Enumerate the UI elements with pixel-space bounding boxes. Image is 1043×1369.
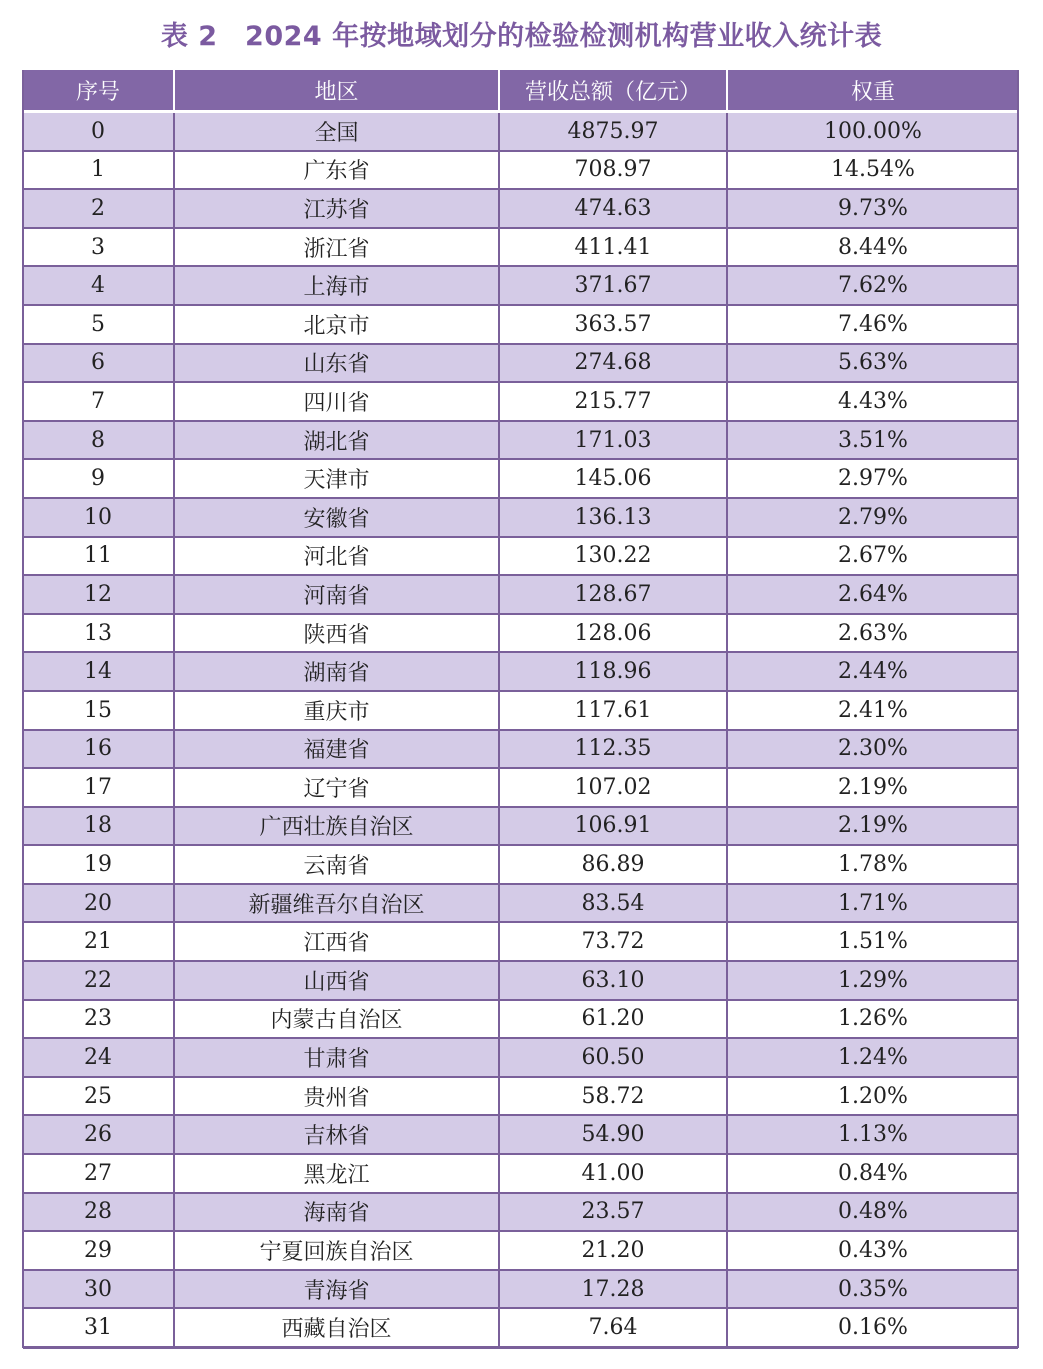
table-row	[23, 382, 1018, 421]
table-row	[23, 1115, 1018, 1154]
cell-region: 天津市	[174, 459, 499, 498]
table-row	[23, 151, 1018, 190]
table-row	[23, 266, 1018, 305]
table-row	[23, 691, 1018, 730]
cell-weight: 0.48%	[727, 1193, 1018, 1232]
cell-index: 25	[23, 1077, 174, 1116]
cell-index: 14	[23, 652, 174, 691]
cell-weight: 5.63%	[727, 344, 1018, 383]
cell-index: 21	[23, 922, 174, 961]
cell-revenue: 371.67	[499, 266, 727, 305]
cell-index: 6	[23, 344, 174, 383]
cell-weight: 7.62%	[727, 266, 1018, 305]
cell-revenue: 21.20	[499, 1231, 727, 1270]
cell-revenue: 58.72	[499, 1077, 727, 1116]
cell-index: 7	[23, 382, 174, 421]
cell-weight: 0.84%	[727, 1154, 1018, 1193]
cell-index: 11	[23, 537, 174, 576]
cell-index: 18	[23, 807, 174, 846]
cell-revenue: 171.03	[499, 421, 727, 460]
cell-revenue: 128.67	[499, 575, 727, 614]
table-row	[23, 112, 1018, 151]
cell-index: 15	[23, 691, 174, 730]
cell-index: 3	[23, 228, 174, 267]
cell-weight: 2.63%	[727, 614, 1018, 653]
cell-revenue: 54.90	[499, 1115, 727, 1154]
cell-index: 1	[23, 151, 174, 190]
cell-region: 陕西省	[174, 614, 499, 653]
table-row	[23, 961, 1018, 1000]
cell-weight: 1.78%	[727, 845, 1018, 884]
cell-region: 内蒙古自治区	[174, 1000, 499, 1039]
column-header-weight: 权重	[727, 70, 1018, 112]
cell-region: 云南省	[174, 845, 499, 884]
cell-weight: 0.16%	[727, 1308, 1018, 1347]
table-row	[23, 1077, 1018, 1116]
cell-region: 新疆维吾尔自治区	[174, 884, 499, 923]
cell-revenue: 17.28	[499, 1270, 727, 1309]
cell-weight: 2.97%	[727, 459, 1018, 498]
cell-weight: 7.46%	[727, 305, 1018, 344]
cell-revenue: 86.89	[499, 845, 727, 884]
cell-region: 甘肃省	[174, 1038, 499, 1077]
table-body	[23, 112, 1018, 1348]
cell-index: 30	[23, 1270, 174, 1309]
cell-weight: 9.73%	[727, 189, 1018, 228]
revenue-table	[23, 70, 1018, 1349]
cell-weight: 8.44%	[727, 228, 1018, 267]
cell-region: 湖南省	[174, 652, 499, 691]
cell-region: 河南省	[174, 575, 499, 614]
cell-region: 上海市	[174, 266, 499, 305]
cell-index: 23	[23, 1000, 174, 1039]
table-row	[23, 189, 1018, 228]
cell-region: 江西省	[174, 922, 499, 961]
cell-weight: 2.30%	[727, 730, 1018, 769]
cell-revenue: 73.72	[499, 922, 727, 961]
cell-region: 江苏省	[174, 189, 499, 228]
cell-region: 山西省	[174, 961, 499, 1000]
cell-weight: 100.00%	[727, 112, 1018, 151]
cell-weight: 2.41%	[727, 691, 1018, 730]
cell-index: 5	[23, 305, 174, 344]
cell-region: 四川省	[174, 382, 499, 421]
cell-index: 12	[23, 575, 174, 614]
cell-revenue: 708.97	[499, 151, 727, 190]
column-header-revenue: 营收总额（亿元）	[499, 70, 727, 112]
cell-weight: 1.20%	[727, 1077, 1018, 1116]
cell-region: 黑龙江	[174, 1154, 499, 1193]
cell-weight: 3.51%	[727, 421, 1018, 460]
cell-weight: 4.43%	[727, 382, 1018, 421]
cell-revenue: 83.54	[499, 884, 727, 923]
cell-index: 8	[23, 421, 174, 460]
cell-revenue: 274.68	[499, 344, 727, 383]
cell-weight: 1.13%	[727, 1115, 1018, 1154]
cell-weight: 1.24%	[727, 1038, 1018, 1077]
cell-index: 22	[23, 961, 174, 1000]
cell-revenue: 128.06	[499, 614, 727, 653]
column-header-index: 序号	[23, 70, 174, 112]
cell-region: 广东省	[174, 151, 499, 190]
cell-index: 9	[23, 459, 174, 498]
table-row	[23, 652, 1018, 691]
table-row	[23, 1270, 1018, 1309]
cell-revenue: 145.06	[499, 459, 727, 498]
cell-revenue: 4875.97	[499, 112, 727, 151]
cell-index: 27	[23, 1154, 174, 1193]
cell-revenue: 118.96	[499, 652, 727, 691]
cell-region: 福建省	[174, 730, 499, 769]
table-row	[23, 1154, 1018, 1193]
cell-index: 29	[23, 1231, 174, 1270]
table-row	[23, 421, 1018, 460]
table-row	[23, 730, 1018, 769]
cell-index: 20	[23, 884, 174, 923]
table-header	[23, 70, 1018, 112]
cell-weight: 2.67%	[727, 537, 1018, 576]
cell-region: 浙江省	[174, 228, 499, 267]
cell-weight: 2.64%	[727, 575, 1018, 614]
cell-revenue: 215.77	[499, 382, 727, 421]
table-row	[23, 1000, 1018, 1039]
cell-revenue: 63.10	[499, 961, 727, 1000]
table-row	[23, 884, 1018, 923]
cell-region: 西藏自治区	[174, 1308, 499, 1347]
cell-index: 31	[23, 1308, 174, 1347]
cell-revenue: 363.57	[499, 305, 727, 344]
cell-region: 海南省	[174, 1193, 499, 1232]
cell-region: 宁夏回族自治区	[174, 1231, 499, 1270]
cell-revenue: 23.57	[499, 1193, 727, 1232]
cell-region: 辽宁省	[174, 768, 499, 807]
cell-region: 广西壮族自治区	[174, 807, 499, 846]
table-row	[23, 1038, 1018, 1077]
cell-region: 全国	[174, 112, 499, 151]
cell-revenue: 60.50	[499, 1038, 727, 1077]
cell-region: 北京市	[174, 305, 499, 344]
cell-index: 10	[23, 498, 174, 537]
table-row	[23, 845, 1018, 884]
cell-region: 重庆市	[174, 691, 499, 730]
table-row	[23, 1308, 1018, 1347]
cell-revenue: 411.41	[499, 228, 727, 267]
table-row	[23, 537, 1018, 576]
cell-revenue: 136.13	[499, 498, 727, 537]
cell-weight: 1.71%	[727, 884, 1018, 923]
cell-index: 4	[23, 266, 174, 305]
cell-weight: 1.26%	[727, 1000, 1018, 1039]
cell-region: 湖北省	[174, 421, 499, 460]
cell-revenue: 106.91	[499, 807, 727, 846]
table-row	[23, 1193, 1018, 1232]
table-row	[23, 807, 1018, 846]
table-row	[23, 459, 1018, 498]
cell-index: 16	[23, 730, 174, 769]
table-row	[23, 575, 1018, 614]
table-row	[23, 305, 1018, 344]
cell-weight: 2.19%	[727, 807, 1018, 846]
table-title: 表 2 2024 年按地域划分的检验检测机构营业收入统计表	[160, 21, 883, 52]
table-row	[23, 768, 1018, 807]
cell-region: 安徽省	[174, 498, 499, 537]
cell-region: 河北省	[174, 537, 499, 576]
cell-weight: 1.51%	[727, 922, 1018, 961]
cell-region: 山东省	[174, 344, 499, 383]
cell-revenue: 130.22	[499, 537, 727, 576]
cell-weight: 0.35%	[727, 1270, 1018, 1309]
cell-weight: 1.29%	[727, 961, 1018, 1000]
cell-index: 26	[23, 1115, 174, 1154]
cell-index: 17	[23, 768, 174, 807]
cell-revenue: 61.20	[499, 1000, 727, 1039]
table-row	[23, 344, 1018, 383]
cell-weight: 2.19%	[727, 768, 1018, 807]
cell-index: 28	[23, 1193, 174, 1232]
table-row	[23, 1231, 1018, 1270]
column-header-region: 地区	[174, 70, 499, 112]
cell-revenue: 112.35	[499, 730, 727, 769]
cell-index: 19	[23, 845, 174, 884]
cell-revenue: 117.61	[499, 691, 727, 730]
cell-region: 青海省	[174, 1270, 499, 1309]
cell-revenue: 41.00	[499, 1154, 727, 1193]
cell-weight: 0.43%	[727, 1231, 1018, 1270]
cell-index: 0	[23, 112, 174, 151]
table-row	[23, 498, 1018, 537]
cell-index: 24	[23, 1038, 174, 1077]
cell-weight: 2.79%	[727, 498, 1018, 537]
cell-region: 贵州省	[174, 1077, 499, 1116]
table-row	[23, 922, 1018, 961]
cell-revenue: 7.64	[499, 1308, 727, 1347]
cell-index: 2	[23, 189, 174, 228]
cell-weight: 14.54%	[727, 151, 1018, 190]
table-row	[23, 228, 1018, 267]
cell-revenue: 474.63	[499, 189, 727, 228]
cell-region: 吉林省	[174, 1115, 499, 1154]
header-row	[23, 70, 1018, 112]
cell-index: 13	[23, 614, 174, 653]
cell-weight: 2.44%	[727, 652, 1018, 691]
cell-revenue: 107.02	[499, 768, 727, 807]
table-row	[23, 614, 1018, 653]
